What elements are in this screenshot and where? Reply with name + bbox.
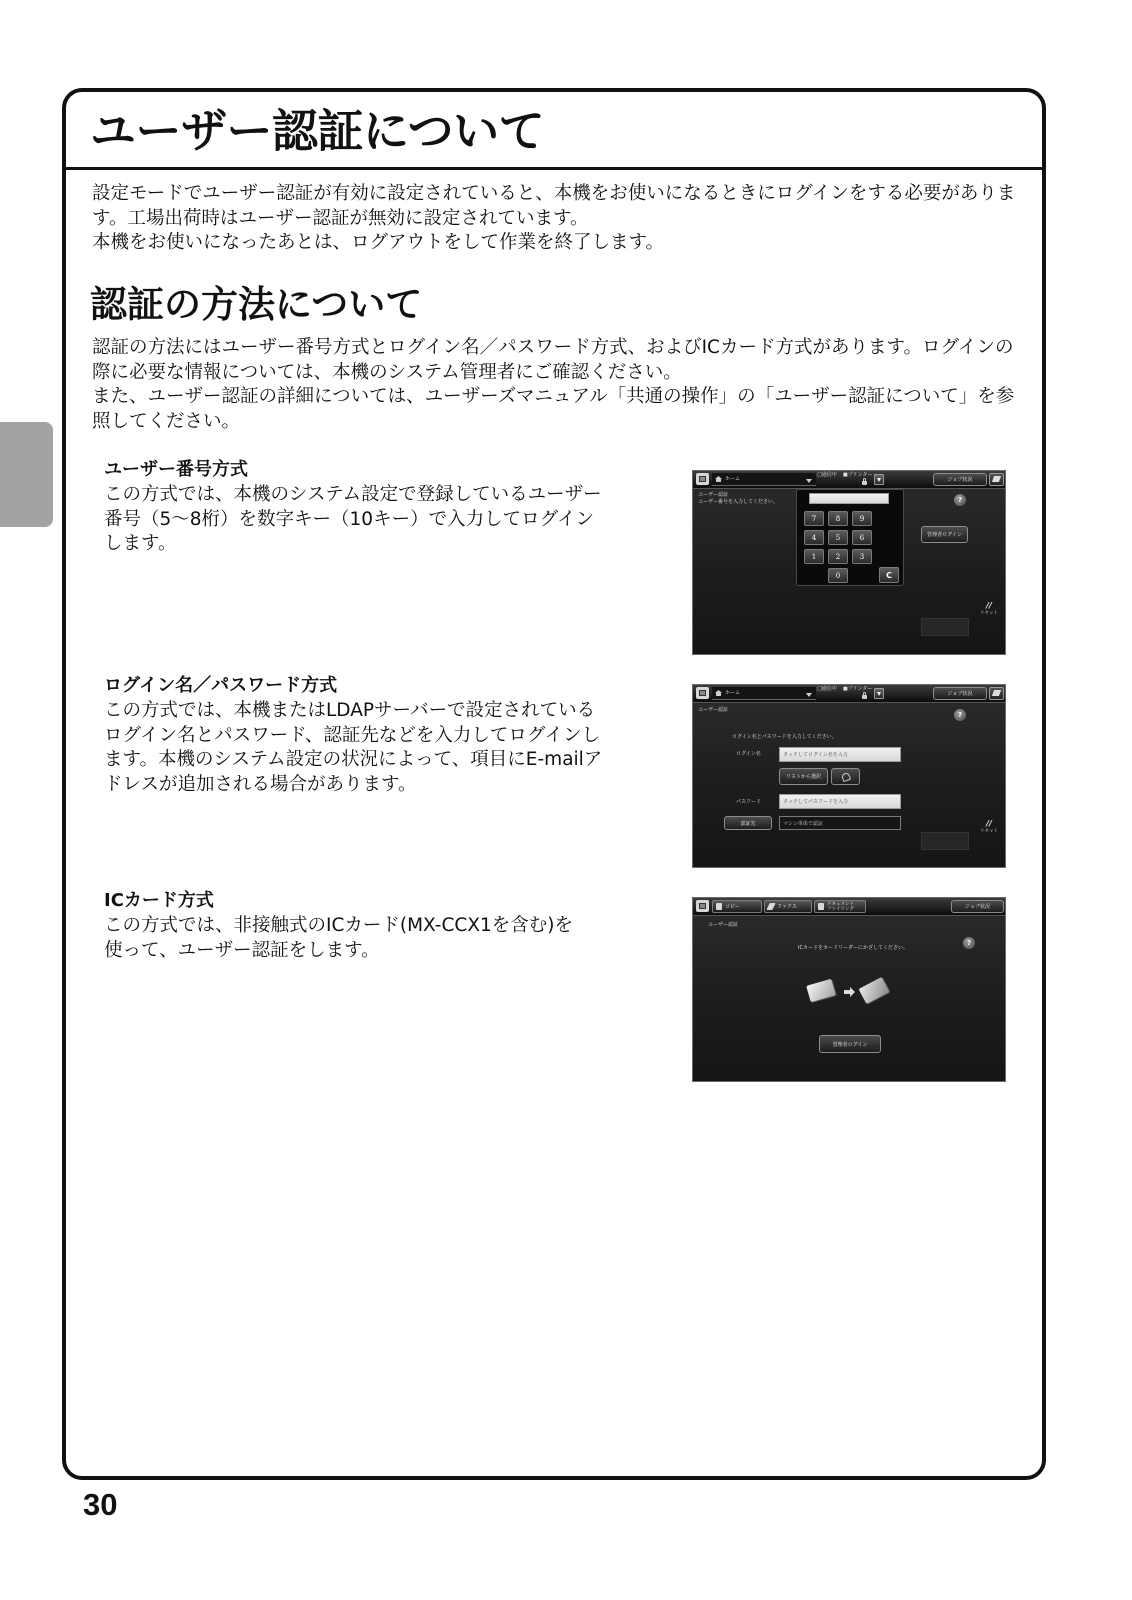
card-reader-icon	[859, 977, 890, 1004]
home-label: ホーム	[725, 476, 741, 482]
auth-target-button: 認証先	[724, 816, 772, 830]
tab-fax	[764, 900, 812, 913]
status-dropdown-button	[874, 688, 884, 699]
method-user-number	[104, 457, 674, 557]
admin-login-button: 管理者ログイン	[921, 526, 968, 543]
methods-line: 際に必要な情報については、本機のシステム管理者にご確認ください。	[92, 361, 682, 383]
reset-icon: //	[986, 601, 992, 610]
lock-icon	[862, 481, 867, 485]
user-list-button	[831, 768, 860, 785]
method-heading: ログイン名／パスワード方式	[104, 675, 338, 696]
disabled-area	[921, 832, 969, 850]
document-filing-icon	[818, 903, 824, 910]
intro-line: す。工場出荷時はユーザー認証が無効に設定されています。	[92, 207, 589, 229]
key-5: 5	[828, 530, 848, 545]
user-number-field	[809, 493, 889, 504]
method-line: この方式では、本機またはLDAPサーバーで設定されている	[104, 700, 596, 721]
status-printer: ■プリンター	[843, 472, 873, 478]
auth-target-field: マシン単体で認証	[779, 816, 901, 830]
key-4: 4	[804, 530, 824, 545]
reset-label: リセット	[980, 611, 998, 616]
method-login-password	[104, 673, 674, 797]
key-6: 6	[852, 530, 872, 545]
key-2: 2	[828, 549, 848, 564]
lock-icon	[862, 695, 867, 699]
chevron-down-icon	[877, 692, 881, 696]
screen-prompt: ユーザー番号を入力してください。	[698, 499, 779, 505]
reset-button	[978, 601, 1000, 619]
system-icon	[696, 900, 709, 912]
method-line: この方式では、本機のシステム設定で登録しているユーザー	[104, 484, 602, 505]
reset-button	[978, 819, 1000, 837]
method-heading: ICカード方式	[104, 890, 214, 911]
job-status-button: ジョブ状況	[951, 900, 1004, 913]
methods-line: 照してください。	[92, 410, 241, 432]
top-bar	[693, 471, 1005, 489]
login-password-screenshot	[692, 684, 1006, 868]
admin-login-button: 管理者ログイン	[819, 1035, 881, 1053]
title-underline	[62, 167, 1046, 170]
screen-switch-icon	[989, 473, 1004, 486]
tab-copy-label: コピー	[725, 904, 740, 910]
key-0: 0	[828, 568, 848, 583]
password-field: タッチしてパスワードを入力	[779, 794, 901, 809]
login-name-label: ログイン名	[736, 751, 761, 757]
status-dropdown-button	[874, 474, 884, 485]
screen-title: ユーザー認証	[698, 707, 729, 713]
reset-icon: //	[986, 819, 992, 828]
home-icon	[715, 476, 722, 482]
user-list-icon	[841, 772, 851, 782]
login-name-field: タッチしてログイン名を入力	[779, 747, 901, 762]
chevron-down-icon	[806, 479, 812, 483]
job-status-button: ジョブ状況	[933, 473, 987, 486]
system-icon	[696, 473, 709, 485]
ic-card-icon	[806, 979, 836, 1003]
help-icon: ?	[963, 937, 975, 949]
select-from-list-button: リストから選択	[779, 768, 828, 785]
status-printer: ■プリンター	[843, 686, 873, 692]
home-label: ホーム	[725, 690, 741, 696]
method-ic-card	[104, 888, 674, 963]
method-heading: ユーザー番号方式	[104, 459, 248, 480]
top-bar	[693, 898, 1005, 916]
method-line: この方式では、非接触式のICカード(MX-CCX1を含む)を	[104, 915, 573, 936]
key-1: 1	[804, 549, 824, 564]
tab-document-filing-label: ドキュメント	[827, 902, 854, 907]
screen-switch-icon	[989, 687, 1004, 700]
key-3: 3	[852, 549, 872, 564]
chevron-down-icon	[877, 478, 881, 482]
copy-icon	[716, 903, 722, 910]
tab-document-filing-label: ファイリング	[827, 907, 854, 912]
job-status-button: ジョブ状況	[933, 687, 987, 700]
status-communication: □通信中	[817, 472, 837, 478]
screen-prompt: ログイン名とパスワードを入力してください。	[732, 734, 837, 740]
screen-title: ユーザー認証	[698, 492, 729, 498]
disabled-area	[921, 618, 969, 636]
system-icon	[696, 687, 709, 699]
intro-line: 設定モードでユーザー認証が有効に設定されていると、本機をお使いになるときにログインをする必要がありま	[92, 183, 1016, 204]
methods-paragraph	[92, 336, 1037, 434]
page-number: 30	[83, 1487, 118, 1522]
page-title: ユーザー認証について	[90, 104, 545, 158]
home-icon	[715, 690, 722, 696]
tab-copy	[712, 900, 762, 913]
top-bar	[693, 685, 1005, 703]
intro-paragraph	[92, 182, 1037, 256]
reset-label: リセット	[980, 829, 998, 834]
ic-card-screenshot	[692, 897, 1006, 1082]
key-8: 8	[828, 511, 848, 526]
help-icon: ?	[954, 494, 966, 506]
tab-fax-label: ファクス	[777, 904, 797, 910]
arrow-right-icon	[844, 990, 850, 994]
key-7: 7	[804, 511, 824, 526]
method-line: ます。本機のシステム設定の状況によって、項目にE-mailア	[104, 749, 603, 770]
screen-prompt: ICカードをカードリーダーにかざしてください。	[798, 945, 908, 951]
tab-document-filing	[814, 900, 866, 913]
home-selector	[712, 687, 816, 700]
methods-line: 認証の方法にはユーザー番号方式とログイン名／パスワード方式、およびICカード方式があります。ログインの	[92, 337, 1014, 358]
home-selector	[712, 473, 816, 486]
section-heading: 認証の方法について	[90, 283, 423, 326]
clear-key: C	[879, 567, 899, 583]
methods-line: また、ユーザー認証の詳細については、ユーザーズマニュアル「共通の操作」の「ユーザー認証について」を参	[92, 386, 1015, 407]
fax-icon	[766, 903, 775, 910]
key-9: 9	[852, 511, 872, 526]
method-line: 番号（5〜8桁）を数字キー（10キー）で入力してログイン	[104, 508, 595, 530]
password-label: パスワード	[736, 799, 762, 805]
method-line: ログイン名とパスワード、認証先などを入力してログインし	[104, 724, 600, 746]
method-line: 使って、ユーザー認証をします。	[104, 939, 380, 961]
screen-title: ユーザー認証	[708, 922, 739, 928]
help-icon: ?	[954, 709, 966, 721]
method-line: ドレスが追加される場合があります。	[104, 773, 417, 795]
chapter-tab	[0, 422, 53, 527]
chevron-down-icon	[806, 693, 812, 697]
method-line: します。	[104, 533, 177, 554]
status-communication: □通信中	[817, 686, 837, 692]
user-number-screenshot	[692, 470, 1006, 655]
intro-line: 本機をお使いになったあとは、ログアウトをして作業を終了します。	[92, 232, 665, 253]
